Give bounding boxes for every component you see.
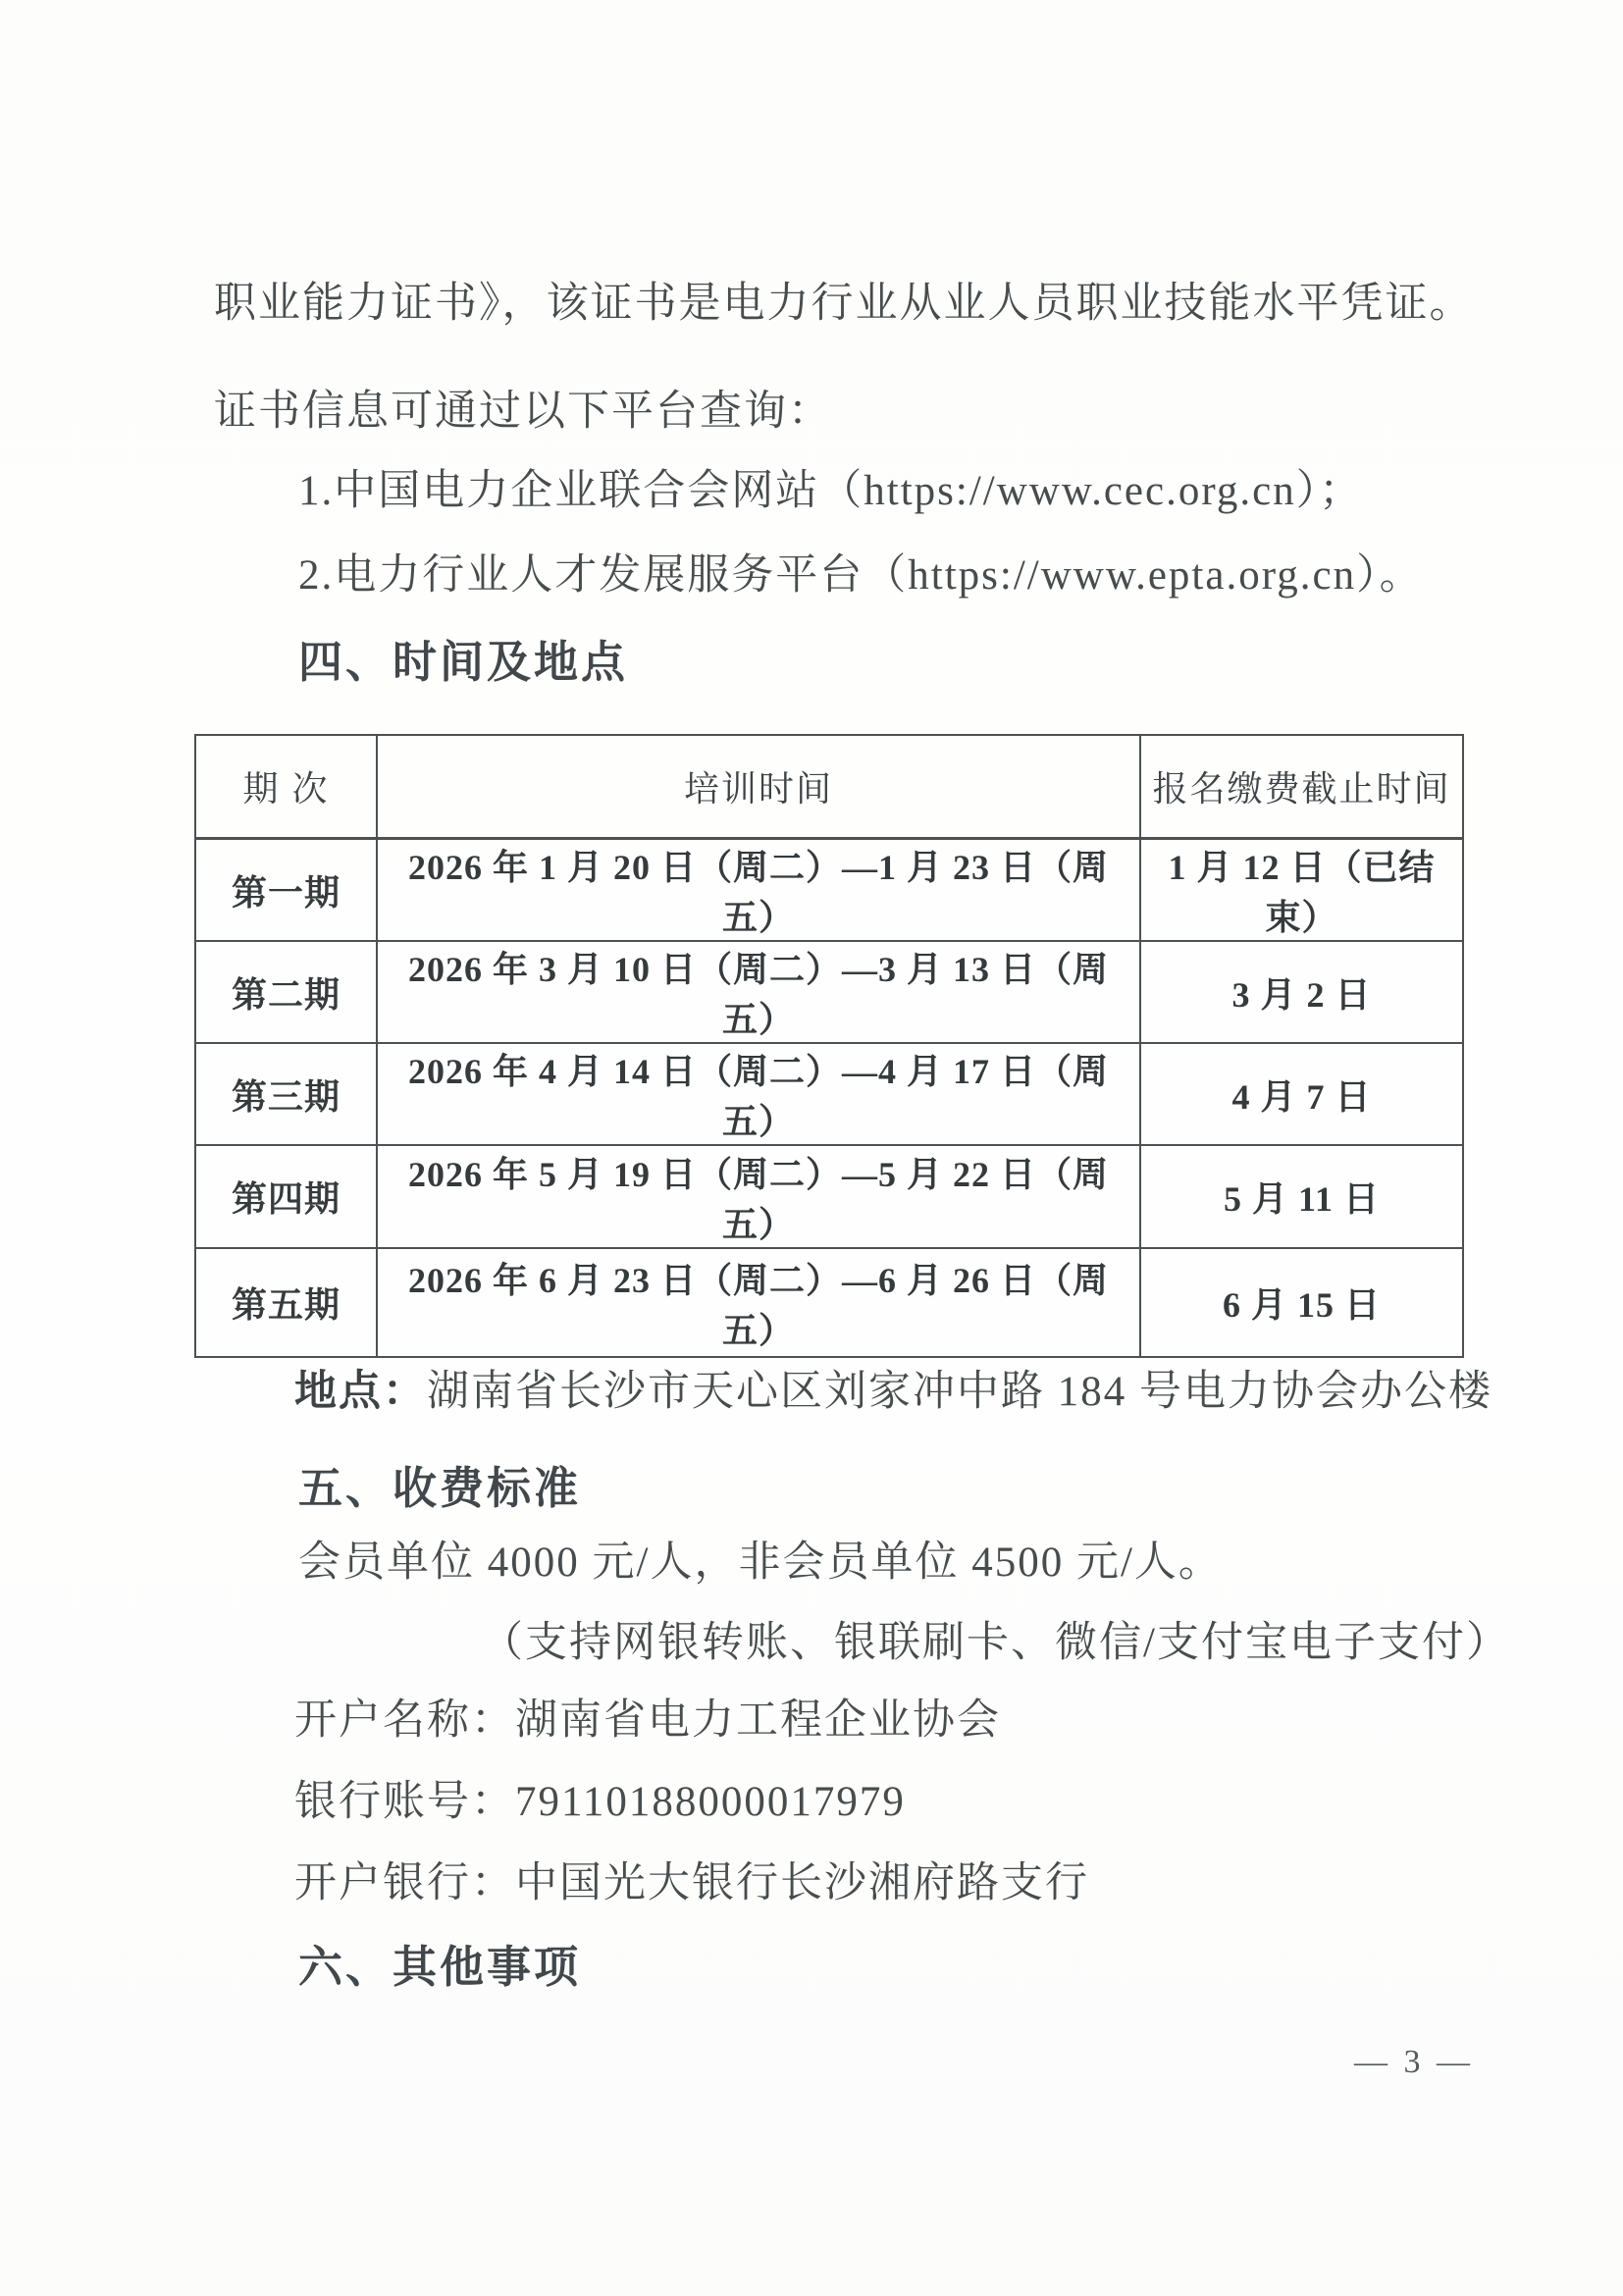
paragraph-line-2: 证书信息可通过以下平台查询： bbox=[214, 389, 832, 435]
table-header-row bbox=[195, 735, 1463, 839]
cell-training-time: 2026 年 3 月 10 日（周二）—3 月 13 日（周五） bbox=[377, 941, 1140, 1043]
location-line bbox=[294, 1366, 1492, 1419]
location-label: 地点： bbox=[294, 1368, 427, 1415]
cell-deadline: 5 月 11 日 bbox=[1140, 1145, 1463, 1248]
fee-line: 会员单位 4000 元/人，非会员单位 4500 元/人。 bbox=[298, 1539, 1223, 1586]
section-heading-time-location: 四、时间及地点 bbox=[298, 637, 629, 687]
header-training-time: 培训时间 bbox=[377, 735, 1140, 839]
cell-deadline: 6 月 15 日 bbox=[1140, 1248, 1463, 1357]
table-row bbox=[195, 1043, 1463, 1145]
page-number: — 3 — bbox=[1354, 2044, 1474, 2080]
payment-methods-note: （支持网银转账、银联刷卡、微信/支付宝电子支付） bbox=[481, 1620, 1510, 1666]
header-session: 期 次 bbox=[195, 735, 377, 839]
cell-session: 第四期 bbox=[195, 1145, 377, 1248]
paragraph-line-1: 职业能力证书》，该证书是电力行业从业人员职业技能水平凭证。 bbox=[214, 281, 1474, 327]
platform-list-item-1: 1.中国电力企业联合会网站（https://www.cec.org.cn）； bbox=[298, 468, 1364, 514]
account-number-line: 银行账号：79110188000017979 bbox=[294, 1779, 906, 1825]
cell-deadline: 4 月 7 日 bbox=[1140, 1043, 1463, 1145]
cell-deadline: 3 月 2 日 bbox=[1140, 941, 1463, 1043]
table-row bbox=[195, 1145, 1463, 1248]
cell-training-time: 2026 年 4 月 14 日（周二）—4 月 17 日（周五） bbox=[377, 1043, 1140, 1145]
table-row bbox=[195, 839, 1463, 942]
table-row bbox=[195, 1248, 1463, 1357]
section-heading-fees: 五、收费标准 bbox=[298, 1463, 582, 1513]
cell-session: 第三期 bbox=[195, 1043, 377, 1145]
cell-training-time: 2026 年 6 月 23 日（周二）—6 月 26 日（周五） bbox=[377, 1248, 1140, 1357]
table-row bbox=[195, 941, 1463, 1043]
cell-training-time: 2026 年 5 月 19 日（周二）—5 月 22 日（周五） bbox=[377, 1145, 1140, 1248]
location-value: 湖南省长沙市天心区刘家冲中路 184 号电力协会办公楼 bbox=[427, 1369, 1492, 1415]
header-deadline: 报名缴费截止时间 bbox=[1140, 735, 1463, 839]
section-heading-other-matters: 六、其他事项 bbox=[298, 1942, 582, 1992]
platform-list-item-2: 2.电力行业人才发展服务平台（https://www.epta.org.cn）。 bbox=[298, 552, 1424, 599]
cell-session: 第五期 bbox=[195, 1248, 377, 1357]
cell-deadline: 1 月 12 日（已结束） bbox=[1140, 839, 1463, 942]
bank-line: 开户银行：中国光大银行长沙湘府路支行 bbox=[294, 1860, 1089, 1906]
training-schedule-table bbox=[194, 734, 1464, 1358]
account-name-line: 开户名称：湖南省电力工程企业协会 bbox=[294, 1697, 1001, 1744]
cell-training-time: 2026 年 1 月 20 日（周二）—1 月 23 日（周五） bbox=[377, 839, 1140, 942]
cell-session: 第一期 bbox=[195, 839, 377, 942]
cell-session: 第二期 bbox=[195, 941, 377, 1043]
